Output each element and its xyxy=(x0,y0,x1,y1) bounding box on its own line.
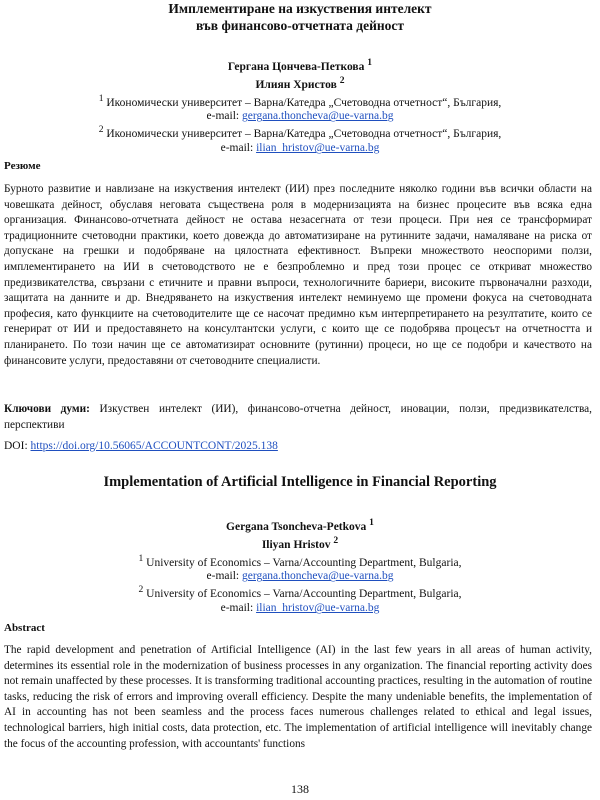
en-email-1-line xyxy=(0,569,600,583)
bg-affiliation-1 xyxy=(0,92,600,110)
doi-line xyxy=(4,440,278,452)
en-email-2-line xyxy=(0,601,600,615)
bg-email-2-label: e-mail: xyxy=(220,142,254,155)
en-affiliation-2 xyxy=(0,583,600,601)
bg-author-2 xyxy=(0,74,600,92)
bg-author-block xyxy=(0,56,600,155)
bg-aff-2-text: Икономически университет – Варна/Катедра „Счетоводна отчетност“, България, xyxy=(106,128,502,141)
bg-email-1-label: e-mail: xyxy=(206,110,240,123)
en-author-1 xyxy=(0,516,600,534)
en-email-1-link[interactable]: gergana.thoncheva@ue-varna.bg xyxy=(241,570,394,583)
bg-keywords-text: Изкуствен интелект (ИИ), финансово-отчетна дейност, иновации, ползи, предизвикателства, перспективи xyxy=(4,403,592,431)
en-author-2 xyxy=(0,534,600,552)
en-author-2-name: Iliyan Hristov xyxy=(261,538,331,551)
bg-title xyxy=(0,0,600,34)
en-aff-1-sup: 1 xyxy=(138,552,144,564)
bg-keywords xyxy=(4,402,592,433)
en-abstract-text: The rapid development and penetration of Artificial Intelligence (AI) in the last few years in all areas of human activity, determines its essential role in the modernization of business processes in any organization. The financial reporting activity does not remain unaffected by these processes. It is transforming traditional accounting practices, resulting in the automation of routine tasks, reducing the risk of errors and improving overall efficiency. Despite the many undeniable benefits, the implementation of AI in accounting has not been seamless and the process faces numerous challenges related to ethical and legal issues, technological barriers, high initial costs, data protection, etc. The implementation of artificial intelligence will inevitably change the focus of the accounting profession, with accountants' functions xyxy=(4,644,592,750)
bg-aff-1-text: Икономически университет – Варна/Катедра „Счетоводна отчетност“, България, xyxy=(106,96,502,109)
bg-email-2-line xyxy=(0,141,600,155)
bg-summary-text: Бурното развитие и навлизане на изкуствения интелект (ИИ) през последните няколко години във всички области на човешката дейност, обуславя неговата съществена роля в модернизацията на бизнес процесите във всяка една организация. Финансово-отчетната дейност не остава незасегната от тези процеси. При нея се трансформират традиционните счетоводни практики, което довежда до автоматизиране на рутинните задачи, намаляване на риска от допускане на грешки и подобряване на цялостната ефективност. Въпреки множеството неоспорими ползи, имплементирането на ИИ в счетоводството не е безпроблемно и пред този процес се откриват множество предизвикателства, свързани с етичните и правни въпроси, технологичните бариери, високите първоначални разходи, защитата на данните и др. Внедряването на изкуствения интелект неминуемо ще промени фокуса на счетоводната професия, като функциите на счетоводителите ще се насочат предимно към интерпретирането на резултатите, които се генерират от ИИ и предоставянето на консултантски услуги, с които ще се подобрява процесът на отчетността и планирането. По този начин ще се автоматизират основните (рутинни) процеси, но ще се подобри и качеството на финансовите услуги, предоставяни от счетоводните специалисти. xyxy=(4,183,592,367)
bg-email-2-link[interactable]: ilian_hristov@ue-varna.bg xyxy=(256,142,380,155)
bg-aff-1-sup: 1 xyxy=(98,92,104,104)
en-author-1-name: Gergana Tsoncheva-Petkova xyxy=(226,520,367,533)
bg-author-2-sup: 2 xyxy=(339,74,345,86)
bg-title-line-1: Имплементиране на изкуствения интелект xyxy=(168,1,432,16)
en-author-2-sup: 2 xyxy=(333,534,339,546)
bg-author-1-name: Гергана Цончева-Петкова xyxy=(227,60,365,73)
en-email-2-label: e-mail: xyxy=(220,602,254,615)
bg-author-1-sup: 1 xyxy=(367,57,373,68)
bg-email-1-link[interactable]: gergana.thoncheva@ue-varna.bg xyxy=(241,110,394,123)
bg-affiliation-2 xyxy=(0,123,600,141)
bg-author-1 xyxy=(0,56,600,74)
en-aff-2-sup: 2 xyxy=(138,584,144,596)
en-affiliation-1 xyxy=(0,552,600,570)
en-aff-2-text: University of Economics – Varna/Accounting Department, Bulgaria, xyxy=(146,588,462,601)
doi-link[interactable]: https://doi.org/10.56065/ACCOUNTCONT/2025.138 xyxy=(30,440,278,452)
en-email-2-link[interactable]: ilian_hristov@ue-varna.bg xyxy=(256,602,380,615)
bg-author-2-name: Илиян Христов xyxy=(255,78,337,91)
en-email-1-label: e-mail: xyxy=(206,570,240,583)
bg-title-line-2: във финансово-отчетната дейност xyxy=(195,18,405,33)
page-number: 138 xyxy=(291,782,309,796)
en-title: Implementation of Artificial Intelligence in Financial Reporting xyxy=(103,474,497,490)
bg-keywords-label: Ключови думи: xyxy=(4,403,90,415)
bg-email-1-line xyxy=(0,109,600,123)
en-author-block xyxy=(0,516,600,615)
en-abstract-heading: Abstract xyxy=(4,622,45,634)
bg-aff-2-sup: 2 xyxy=(98,124,104,136)
bg-summary-heading: Резюме xyxy=(4,160,41,172)
doi-label: DOI: xyxy=(4,440,28,452)
en-aff-1-text: University of Economics – Varna/Accounting Department, Bulgaria, xyxy=(146,556,462,569)
en-author-1-sup: 1 xyxy=(369,517,374,528)
